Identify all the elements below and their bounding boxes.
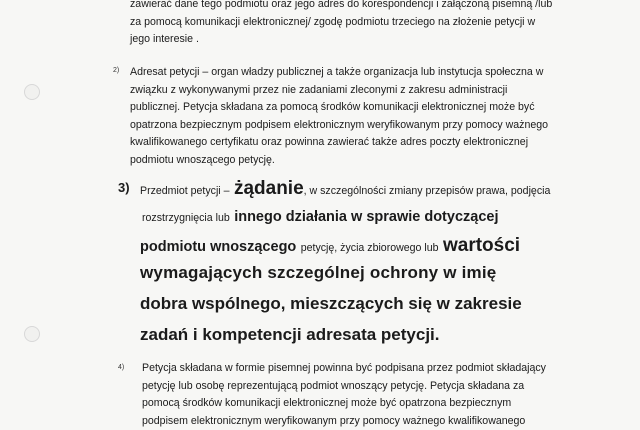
text-line: wymagających szczególnej ochrony w imię xyxy=(140,263,564,294)
text-line: publicznej. Petycja składana za pomocą środków komunikacji elektronicznej może być xyxy=(130,99,568,117)
text-line: kwalifikowanego certyfikatu oraz powinna zawierać także adres poczty elektronicznej xyxy=(130,134,568,152)
text-line: związku z wykonywanymi przez nie zadaniami zleconymi z zakresu administracji xyxy=(130,82,568,100)
emphasis-text: wartości xyxy=(443,235,520,256)
text-line: dobra wspólnego, mieszczących się w zakresie xyxy=(140,294,564,325)
text-line xyxy=(140,235,564,263)
item2-paragraph xyxy=(130,64,568,169)
item-number: 4) xyxy=(118,364,124,371)
text-run: Przedmiot petycji – xyxy=(140,185,230,197)
punch-hole-bottom xyxy=(24,326,40,342)
text-line: podpisem elektronicznym weryfikowanym przy pomocy ważnego kwalifikowanego xyxy=(142,413,568,430)
text-line: podmiotu wnoszącego petycję. xyxy=(130,152,568,170)
text-line: zawierać dane tego podmiotu oraz jego adres do korespondencji i załączoną pisemną /lub xyxy=(130,0,568,14)
emphasis-text: innego działania w sprawie dotyczącej xyxy=(234,209,498,225)
text-line: za pomocą komunikacji elektronicznej/ zgodę podmiotu trzeciego na złożenie petycji w xyxy=(130,14,568,32)
item3-paragraph xyxy=(140,178,564,356)
text-run: rozstrzygnięcia lub xyxy=(142,212,230,224)
text-line: jego interesie . xyxy=(130,31,568,49)
text-line: Petycja składana w formie pisemnej powinna być podpisana przez podmiot składający xyxy=(142,360,568,378)
text-line: zadań i kompetencji adresata petycji. xyxy=(140,325,564,356)
text-line: Adresat petycji – organ władzy publicznej a także organizacja lub instytucja społeczna w xyxy=(130,64,568,82)
top-paragraph xyxy=(130,0,568,49)
punch-hole-top xyxy=(24,84,40,100)
item4-paragraph xyxy=(142,360,568,430)
text-line: petycję lub osobę reprezentującą podmiot wnoszący petycję. Petycja składana za xyxy=(142,378,568,396)
text-line xyxy=(142,208,564,235)
text-run: petycję, życia zbiorowego lub xyxy=(301,242,439,254)
item-number: 3) xyxy=(118,180,130,195)
text-line: opatrzona bezpiecznym podpisem elektronicznym weryfikowanym przy pomocy ważnego xyxy=(130,117,568,135)
emphasis-text: podmiotu wnoszącego xyxy=(140,239,296,255)
text-line xyxy=(140,178,564,208)
emphasis-text: żądanie xyxy=(234,178,304,199)
text-line: pomocą środków komunikacji elektronicznej może być opatrzona bezpiecznym xyxy=(142,395,568,413)
item-number: 2) xyxy=(113,67,119,74)
text-run: , w szczególności zmiany przepisów prawa, podjęcia xyxy=(304,185,551,197)
